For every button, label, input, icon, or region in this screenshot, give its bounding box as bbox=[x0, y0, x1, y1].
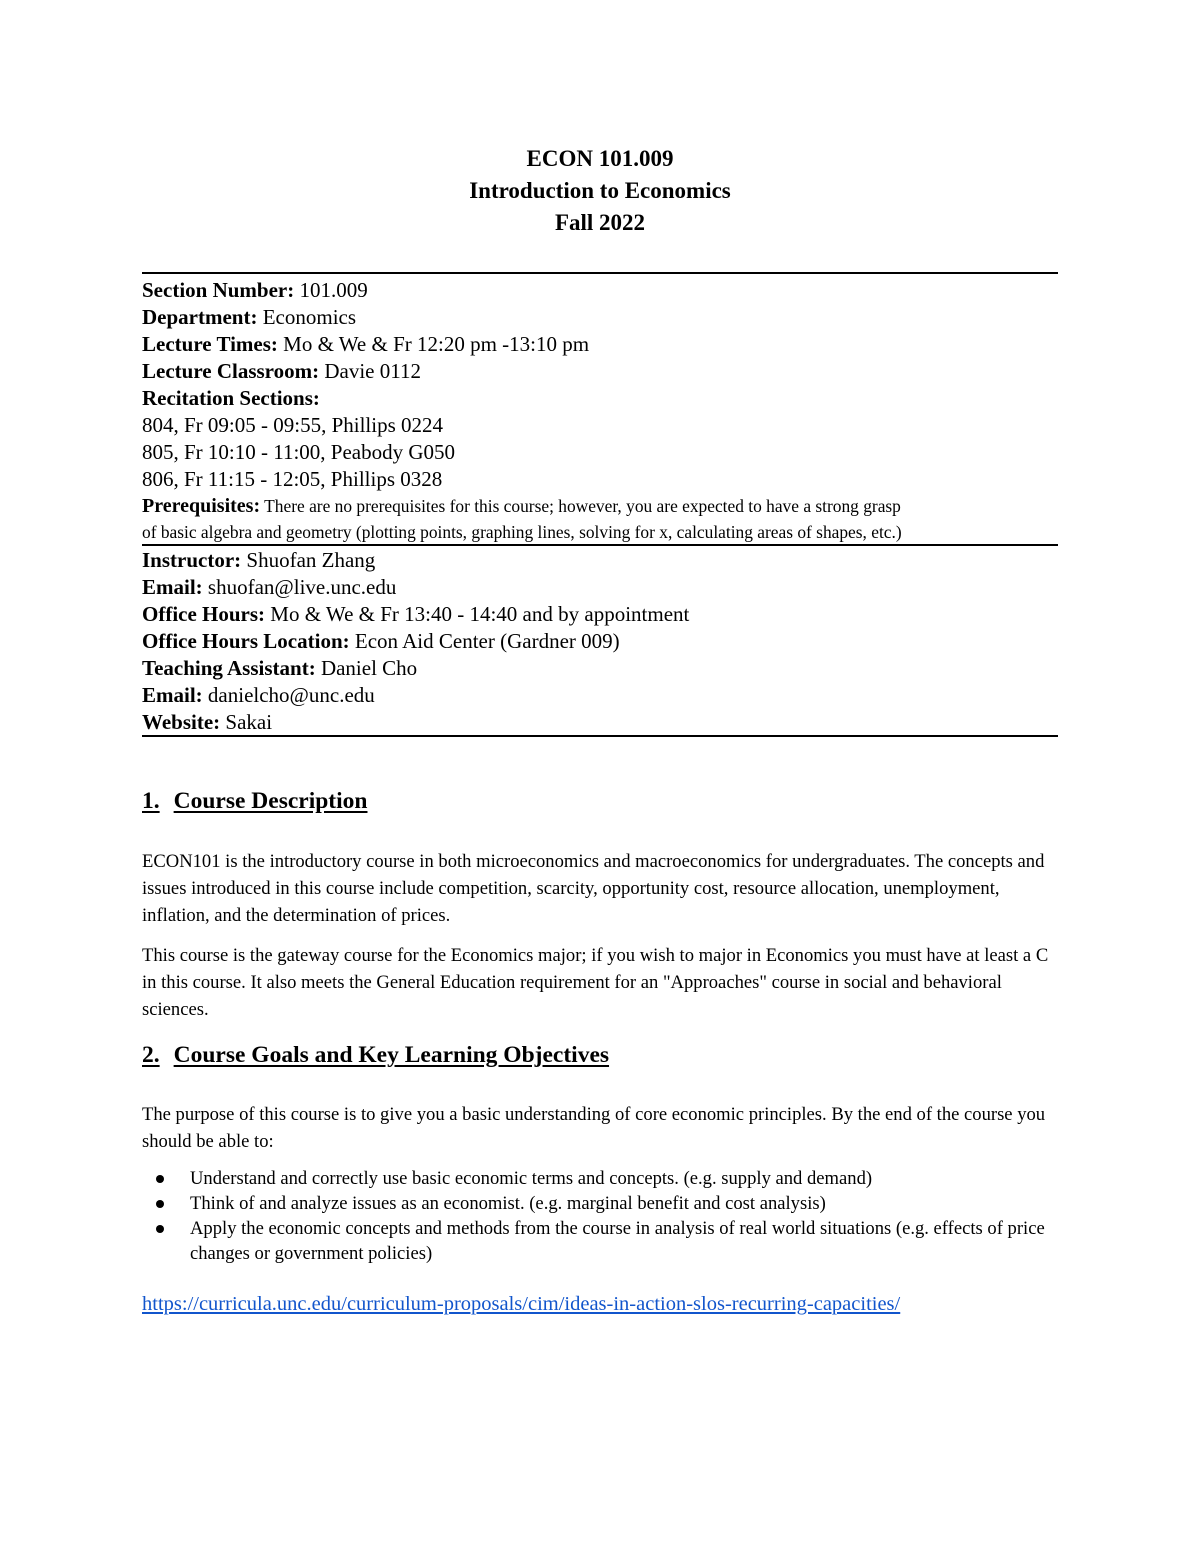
classroom-label: Lecture Classroom: bbox=[142, 359, 320, 383]
section1-title: Course Description bbox=[173, 788, 368, 814]
lecture-times-value: Mo & We & Fr 12:20 pm -13:10 pm bbox=[283, 332, 590, 356]
instructor-label: Instructor: bbox=[142, 548, 242, 572]
section2-title: Course Goals and Key Learning Objectives bbox=[173, 1042, 610, 1068]
section-number-value: 101.009 bbox=[299, 278, 368, 302]
instructor-row bbox=[142, 547, 1058, 574]
prerequisites-label: Prerequisites: bbox=[142, 495, 261, 517]
objective-text: Understand and correctly use basic economic terms and concepts. (e.g. supply and demand) bbox=[190, 1168, 873, 1189]
objective-text: Think of and analyze issues as an economist. (e.g. marginal benefit and cost analysis) bbox=[190, 1193, 826, 1214]
prerequisites-row bbox=[142, 493, 1058, 545]
divider-middle bbox=[142, 544, 1058, 546]
list-item bbox=[142, 1216, 1058, 1266]
course-description-paragraph-2: This course is the gateway course for the Economics major; if you wish to major in Economics you must have at least a C in this course. It also meets the General Education requirement for an "Approaches" course in social and behavioral sciences. bbox=[142, 945, 1049, 1020]
goals-intro-paragraph: The purpose of this course is to give you a basic understanding of core economic principles. By the end of the course you should be able to: bbox=[142, 1104, 1046, 1152]
divider-top bbox=[142, 272, 1058, 274]
office-location-row bbox=[142, 628, 1058, 655]
course-term: Fall 2022 bbox=[554, 210, 646, 235]
section1-number: 1. bbox=[142, 788, 160, 814]
instructor-info-block bbox=[142, 547, 1058, 736]
instructor-email-row bbox=[142, 574, 1058, 601]
bullet-icon bbox=[156, 1175, 164, 1183]
ta-value: Daniel Cho bbox=[320, 656, 418, 680]
course-description-paragraph-1: ECON101 is the introductory course in both microeconomics and macroeconomics for undergraduates. The concepts and issues introduced in this course include competition, scarcity, opportunity cost, resource allocation, unemployment, inflation, and the determination of prices. bbox=[142, 851, 1045, 926]
prerequisites-text-line1: There are no prerequisites for this course; however, you are expected to have a strong grasp bbox=[264, 496, 901, 516]
recitation-label: Recitation Sections: bbox=[142, 386, 320, 410]
classroom-row bbox=[142, 358, 1058, 385]
divider-bottom bbox=[142, 735, 1058, 737]
department-value: Economics bbox=[262, 305, 357, 329]
course-title: Introduction to Economics bbox=[469, 178, 731, 203]
curricula-link[interactable]: https://curricula.unc.edu/curriculum-proposals/cim/ideas-in-action-slos-recurring-capacities/ bbox=[142, 1293, 901, 1315]
objectives-list bbox=[142, 1166, 1058, 1266]
instructor-email-label: Email: bbox=[142, 575, 203, 599]
list-item bbox=[142, 1166, 1058, 1191]
website-label: Website: bbox=[142, 710, 221, 734]
lecture-times-row bbox=[142, 331, 1058, 358]
office-hours-value: Mo & We & Fr 13:40 - 14:40 and by appointment bbox=[270, 602, 690, 626]
section2-heading bbox=[142, 1042, 609, 1069]
course-code: ECON 101.009 bbox=[526, 146, 674, 171]
office-hours-label: Office Hours: bbox=[142, 602, 266, 626]
website-value: Sakai bbox=[225, 710, 273, 734]
recitation-item: 805, Fr 10:10 - 11:00, Peabody G050 bbox=[142, 440, 456, 464]
section-number-row bbox=[142, 277, 1058, 304]
ta-email-label: Email: bbox=[142, 683, 203, 707]
section2-number: 2. bbox=[142, 1042, 160, 1068]
objective-text: Apply the economic concepts and methods from the course in analysis of real world situations (e.g. effects of price changes or government policies) bbox=[190, 1218, 1045, 1264]
prerequisites-text-line2: of basic algebra and geometry (plotting points, graphing lines, solving for x, calculating areas of shapes, etc.) bbox=[142, 522, 902, 542]
ta-email-row bbox=[142, 682, 1058, 709]
course-info-block bbox=[142, 277, 1058, 545]
section-number-label: Section Number: bbox=[142, 278, 295, 302]
instructor-value: Shuofan Zhang bbox=[246, 548, 376, 572]
recitation-item: 806, Fr 11:15 - 12:05, Phillips 0328 bbox=[142, 467, 443, 491]
department-label: Department: bbox=[142, 305, 258, 329]
instructor-email-value[interactable]: shuofan@live.unc.edu bbox=[207, 575, 397, 599]
title-block bbox=[142, 143, 1058, 239]
bullet-icon bbox=[156, 1225, 164, 1233]
bullet-icon bbox=[156, 1200, 164, 1208]
ta-label: Teaching Assistant: bbox=[142, 656, 316, 680]
list-item bbox=[142, 1191, 1058, 1216]
office-location-label: Office Hours Location: bbox=[142, 629, 350, 653]
office-location-value: Econ Aid Center (Gardner 009) bbox=[354, 629, 620, 653]
classroom-value: Davie 0112 bbox=[324, 359, 421, 383]
section1-heading bbox=[142, 788, 367, 815]
office-hours-row bbox=[142, 601, 1058, 628]
department-row bbox=[142, 304, 1058, 331]
recitation-item: 804, Fr 09:05 - 09:55, Phillips 0224 bbox=[142, 413, 444, 437]
ta-email-value[interactable]: danielcho@unc.edu bbox=[207, 683, 375, 707]
lecture-times-label: Lecture Times: bbox=[142, 332, 278, 356]
website-row bbox=[142, 709, 1058, 736]
recitation-row bbox=[142, 385, 1058, 412]
ta-row bbox=[142, 655, 1058, 682]
